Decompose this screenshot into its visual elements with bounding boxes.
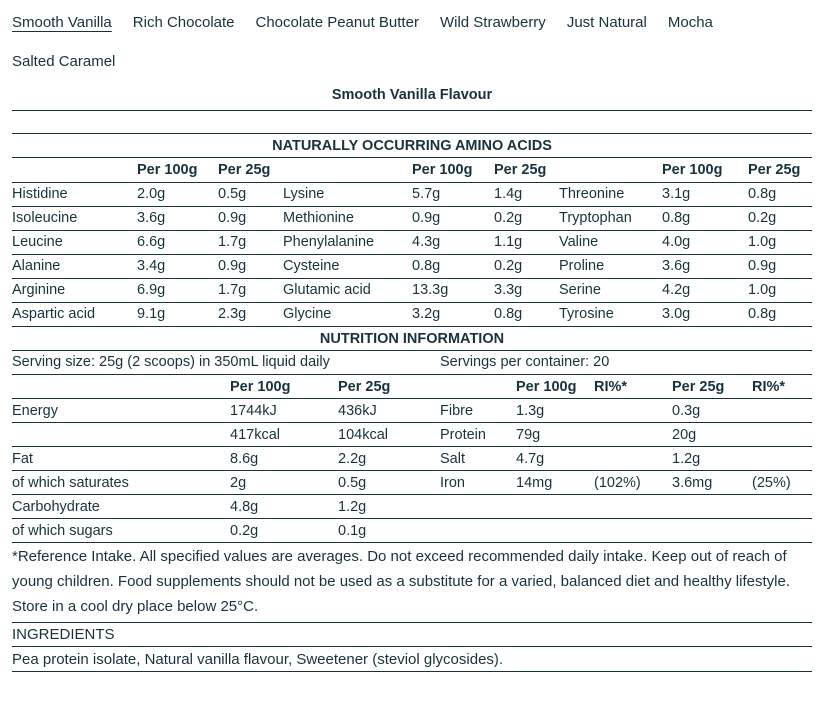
table-cell: 436kJ [338, 399, 440, 423]
table-cell: 0.8g [412, 254, 494, 278]
table-row [12, 182, 812, 206]
table-cell: 0.8g [494, 302, 559, 326]
table-cell: Energy [12, 399, 230, 423]
table-header-cell [559, 158, 662, 182]
table-cell: 3.1g [662, 182, 748, 206]
table-cell: 0.5g [218, 182, 283, 206]
table-cell: Leucine [12, 230, 137, 254]
table-cell: 3.6g [137, 206, 218, 230]
table-cell: 0.9g [218, 206, 283, 230]
table-cell: Lysine [283, 182, 412, 206]
table-header-cell: Per 25g [672, 375, 752, 399]
table-cell: 13.3g [412, 278, 494, 302]
table-cell: Fat [12, 447, 230, 471]
table-cell [594, 399, 672, 423]
table-cell: 4.2g [662, 278, 748, 302]
table-cell: 14mg [516, 471, 594, 495]
table-cell: 0.8g [662, 206, 748, 230]
table-cell [752, 447, 812, 471]
reference-intake-footnote: *Reference Intake. All specified values are averages. Do not exceed recommended daily intake. Keep out of reach of young children. Food supplements should not be used as a substitute for a varied, balanced diet and healthy lifestyle. Store in a cool dry place below 25°C. [12, 543, 812, 623]
table-cell: 4.0g [662, 230, 748, 254]
table-row [12, 519, 812, 543]
ingredients-text: Pea protein isolate, Natural vanilla flavour, Sweetener (steviol glycosides). [12, 647, 812, 672]
table-cell: 2.2g [338, 447, 440, 471]
table-cell: Methionine [283, 206, 412, 230]
table-row [12, 447, 812, 471]
table-cell: 4.7g [516, 447, 594, 471]
table-cell [752, 519, 812, 543]
tab-salted-caramel[interactable]: Salted Caramel [12, 53, 116, 70]
table-cell: Carbohydrate [12, 495, 230, 519]
table-cell: 3.0g [662, 302, 748, 326]
table-row [12, 423, 812, 447]
table-cell [594, 495, 672, 519]
table-cell: 417kcal [230, 423, 338, 447]
serving-size: Serving size: 25g (2 scoops) in 350mL liquid daily [12, 351, 440, 375]
table-cell: 8.6g [230, 447, 338, 471]
table-cell: 0.5g [338, 471, 440, 495]
table-cell: 0.2g [494, 206, 559, 230]
table-cell: 0.8g [748, 302, 812, 326]
tab-smooth-vanilla[interactable]: Smooth Vanilla [12, 14, 112, 31]
table-cell: 0.1g [338, 519, 440, 543]
table-row [12, 230, 812, 254]
table-cell [12, 423, 230, 447]
table-cell: 9.1g [137, 302, 218, 326]
table-cell [440, 519, 516, 543]
table-header-cell [12, 158, 137, 182]
table-cell: (102%) [594, 471, 672, 495]
table-cell: Cysteine [283, 254, 412, 278]
table-cell: Iron [440, 471, 516, 495]
table-cell: 1.4g [494, 182, 559, 206]
flavour-title: Smooth Vanilla Flavour [12, 87, 812, 111]
table-cell: Glycine [283, 302, 412, 326]
table-row [12, 206, 812, 230]
serving-info-row [12, 351, 812, 375]
table-cell: 1.0g [748, 278, 812, 302]
table-cell: 1744kJ [230, 399, 338, 423]
table-cell: Tyrosine [559, 302, 662, 326]
table-row [12, 495, 812, 519]
flavour-tab-bar [12, 12, 812, 73]
table-cell: 1.3g [516, 399, 594, 423]
nutrition-header-row [12, 375, 812, 399]
table-cell: 6.6g [137, 230, 218, 254]
table-cell: Aspartic acid [12, 302, 137, 326]
table-cell: Histidine [12, 182, 137, 206]
table-cell [440, 495, 516, 519]
table-cell [516, 495, 594, 519]
table-cell: Salt [440, 447, 516, 471]
table-row [12, 278, 812, 302]
table-cell: 0.2g [494, 254, 559, 278]
table-header-cell: Per 100g [137, 158, 218, 182]
table-cell: (25%) [752, 471, 812, 495]
table-header-cell: Per 25g [338, 375, 440, 399]
table-header-cell: Per 25g [494, 158, 559, 182]
table-cell: Threonine [559, 182, 662, 206]
tab-chocolate-peanut-butter[interactable]: Chocolate Peanut Butter [255, 14, 419, 31]
table-cell: 1.2g [672, 447, 752, 471]
table-cell: Fibre [440, 399, 516, 423]
table-cell: 3.6g [662, 254, 748, 278]
tab-wild-strawberry[interactable]: Wild Strawberry [439, 14, 546, 31]
table-cell: Proline [559, 254, 662, 278]
table-cell: 0.9g [412, 206, 494, 230]
table-cell: 6.9g [137, 278, 218, 302]
table-header-cell [283, 158, 412, 182]
table-cell: 1.0g [748, 230, 812, 254]
table-cell: Alanine [12, 254, 137, 278]
table-cell [752, 423, 812, 447]
nutrition-section-title: NUTRITION INFORMATION [12, 327, 812, 351]
table-cell: of which sugars [12, 519, 230, 543]
table-cell: 2.3g [218, 302, 283, 326]
table-cell: 5.7g [412, 182, 494, 206]
amino-acids-table [12, 158, 812, 327]
table-header-cell: Per 25g [218, 158, 283, 182]
table-cell [752, 495, 812, 519]
table-cell: 2g [230, 471, 338, 495]
table-cell: 0.2g [230, 519, 338, 543]
table-cell: Protein [440, 423, 516, 447]
table-cell: 4.8g [230, 495, 338, 519]
table-row [12, 254, 812, 278]
table-cell: 1.1g [494, 230, 559, 254]
table-header-cell [440, 375, 516, 399]
nutrition-table [12, 351, 812, 544]
table-row [12, 399, 812, 423]
table-header-cell [12, 375, 230, 399]
table-cell: 3.2g [412, 302, 494, 326]
table-header-cell: Per 100g [412, 158, 494, 182]
servings-per-container: Servings per container: 20 [440, 351, 812, 375]
tab-rich-chocolate[interactable]: Rich Chocolate [132, 14, 235, 31]
table-cell: 2.0g [137, 182, 218, 206]
table-cell: 0.3g [672, 399, 752, 423]
table-cell: Serine [559, 278, 662, 302]
amino-acids-section-title: NATURALLY OCCURRING AMINO ACIDS [12, 134, 812, 158]
table-cell: Tryptophan [559, 206, 662, 230]
table-row [12, 302, 812, 326]
table-header-cell: Per 25g [748, 158, 812, 182]
table-cell [594, 423, 672, 447]
tab-mocha[interactable]: Mocha [667, 14, 713, 31]
table-cell: 4.3g [412, 230, 494, 254]
table-cell: 3.4g [137, 254, 218, 278]
table-cell [672, 495, 752, 519]
table-header-cell: RI%* [594, 375, 672, 399]
table-header-cell: Per 100g [230, 375, 338, 399]
divider [12, 111, 812, 134]
table-cell: 0.9g [218, 254, 283, 278]
table-cell: 1.7g [218, 278, 283, 302]
table-header-cell: RI%* [752, 375, 812, 399]
table-cell: 79g [516, 423, 594, 447]
table-cell: 0.2g [748, 206, 812, 230]
table-cell: Arginine [12, 278, 137, 302]
ingredients-heading: INGREDIENTS [12, 623, 812, 647]
tab-just-natural[interactable]: Just Natural [566, 14, 647, 31]
table-header-cell: Per 100g [662, 158, 748, 182]
table-cell: 0.9g [748, 254, 812, 278]
table-cell: Isoleucine [12, 206, 137, 230]
table-cell: 1.7g [218, 230, 283, 254]
table-cell: Valine [559, 230, 662, 254]
table-cell: 0.8g [748, 182, 812, 206]
table-cell: Phenylalanine [283, 230, 412, 254]
table-cell: 3.3g [494, 278, 559, 302]
table-row [12, 471, 812, 495]
table-header-cell: Per 100g [516, 375, 594, 399]
table-cell [594, 519, 672, 543]
table-cell [516, 519, 594, 543]
table-cell: 104kcal [338, 423, 440, 447]
table-cell [752, 399, 812, 423]
table-cell [594, 447, 672, 471]
table-cell: of which saturates [12, 471, 230, 495]
table-cell: 3.6mg [672, 471, 752, 495]
table-cell: Glutamic acid [283, 278, 412, 302]
table-cell [672, 519, 752, 543]
amino-header-row [12, 158, 812, 182]
table-cell: 1.2g [338, 495, 440, 519]
table-cell: 20g [672, 423, 752, 447]
